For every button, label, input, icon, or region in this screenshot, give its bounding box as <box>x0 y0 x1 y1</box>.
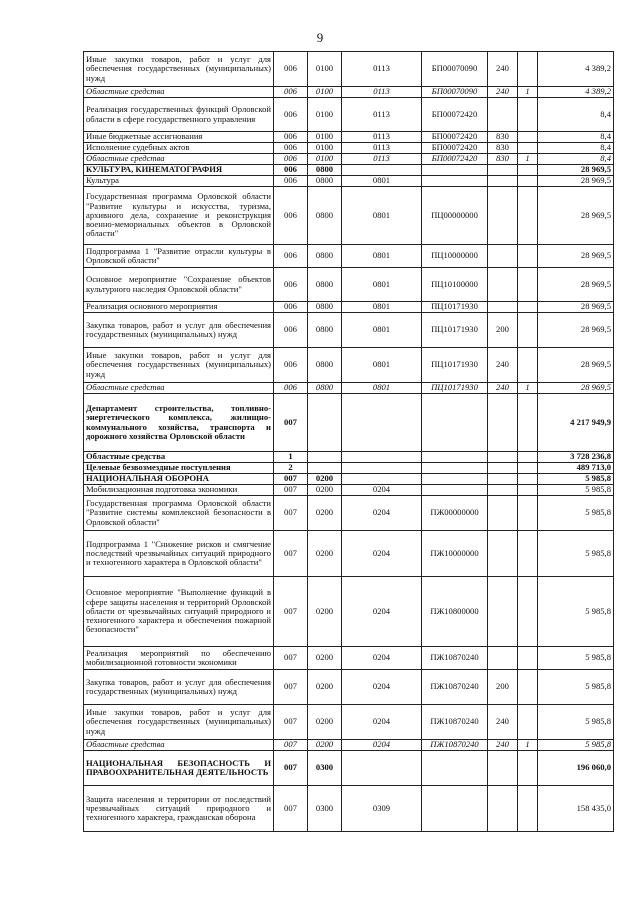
table-row <box>84 187 614 245</box>
ved-code: 007 <box>274 474 308 485</box>
expense-type-code: 240 <box>488 87 518 98</box>
table-row <box>84 474 614 485</box>
ved-code: 006 <box>274 176 308 187</box>
amount: 5 985,8 <box>538 647 614 670</box>
row-name: Государственная программа Орловской области "Развитие культуры и искусства, туризма, архивного дела, сохранение и реконструкция военно-мемориальных объектов в Орловской области" <box>84 187 274 245</box>
ved-code: 006 <box>274 52 308 87</box>
amount: 5 985,8 <box>538 531 614 577</box>
ved-code: 007 <box>274 531 308 577</box>
target-article-code <box>422 176 488 187</box>
subsection-code: 0204 <box>342 496 422 531</box>
section-code: 0800 <box>308 313 342 348</box>
row-name: Исполнение судебных актов <box>84 143 274 154</box>
ved-code: 006 <box>274 245 308 268</box>
funding-source-code <box>518 394 538 452</box>
row-name: КУЛЬТУРА, КИНЕМАТОГРАФИЯ <box>84 165 274 176</box>
expense-type-code: 240 <box>488 52 518 87</box>
target-article-code: ПЖ10870240 <box>422 740 488 751</box>
ved-code: 006 <box>274 302 308 313</box>
ved-code: 006 <box>274 187 308 245</box>
row-name: Областные средства <box>84 740 274 751</box>
subsection-code <box>342 452 422 463</box>
expense-type-code <box>488 187 518 245</box>
ved-code: 007 <box>274 740 308 751</box>
expense-type-code <box>488 176 518 187</box>
table-row <box>84 705 614 740</box>
amount: 8,4 <box>538 154 614 165</box>
subsection-code: 0309 <box>342 786 422 832</box>
row-name: Закупка товаров, работ и услуг для обеспечения государственных (муниципальных) нужд <box>84 313 274 348</box>
row-name: Защита населения и территории от последствий чрезвычайных ситуаций природного и техногенного характера, гражданская оборона <box>84 786 274 832</box>
section-code: 0800 <box>308 383 342 394</box>
expense-type-code: 830 <box>488 143 518 154</box>
amount: 28 969,5 <box>538 302 614 313</box>
amount: 28 969,5 <box>538 348 614 383</box>
row-name: Реализация мероприятий по обеспечению мобилизационной готовности экономики <box>84 647 274 670</box>
table-row <box>84 751 614 786</box>
section-code: 0200 <box>308 740 342 751</box>
amount: 5 985,8 <box>538 705 614 740</box>
row-name: Основное мероприятие "Сохранение объектов культурного наследия Орловской области" <box>84 268 274 302</box>
amount: 8,4 <box>538 98 614 132</box>
subsection-code <box>342 394 422 452</box>
funding-source-code: 1 <box>518 740 538 751</box>
row-name: Основное мероприятие "Выполнение функций в сфере защиты населения и территорий Орловской области от чрезвычайных ситуаций природного и техногенного характера и обеспечения пожарной безопасности" <box>84 577 274 647</box>
amount: 4 389,2 <box>538 87 614 98</box>
target-article-code <box>422 474 488 485</box>
ved-code: 007 <box>274 485 308 496</box>
target-article-code: ПЖ10870240 <box>422 647 488 670</box>
funding-source-code <box>518 463 538 474</box>
amount: 5 985,8 <box>538 740 614 751</box>
funding-source-code: 1 <box>518 154 538 165</box>
expense-type-code <box>488 647 518 670</box>
section-code: 0100 <box>308 87 342 98</box>
funding-source-code <box>518 577 538 647</box>
funding-source-code <box>518 647 538 670</box>
funding-source-code <box>518 705 538 740</box>
subsection-code: 0113 <box>342 52 422 87</box>
funding-source-code <box>518 302 538 313</box>
subsection-code: 0801 <box>342 313 422 348</box>
amount: 28 969,5 <box>538 187 614 245</box>
table-row <box>84 394 614 452</box>
subsection-code: 0204 <box>342 531 422 577</box>
subsection-code: 0113 <box>342 132 422 143</box>
expense-type-code: 200 <box>488 313 518 348</box>
amount: 28 969,5 <box>538 245 614 268</box>
subsection-code: 0204 <box>342 647 422 670</box>
subsection-code <box>342 474 422 485</box>
ved-code: 007 <box>274 670 308 705</box>
section-code: 0200 <box>308 577 342 647</box>
amount: 4 217 949,9 <box>538 394 614 452</box>
section-code: 0200 <box>308 496 342 531</box>
subsection-code: 0204 <box>342 485 422 496</box>
table-row <box>84 348 614 383</box>
target-article-code <box>422 165 488 176</box>
table-row <box>84 670 614 705</box>
target-article-code <box>422 751 488 786</box>
amount: 8,4 <box>538 132 614 143</box>
table-row <box>84 87 614 98</box>
target-article-code: ПЖ00000000 <box>422 496 488 531</box>
section-code: 0300 <box>308 751 342 786</box>
subsection-code: 0801 <box>342 383 422 394</box>
expense-type-code <box>488 531 518 577</box>
ved-code: 006 <box>274 165 308 176</box>
section-code: 0800 <box>308 165 342 176</box>
target-article-code: ПЦ10171930 <box>422 302 488 313</box>
table-row <box>84 485 614 496</box>
expense-type-code <box>488 474 518 485</box>
row-name: Реализация основного мероприятия <box>84 302 274 313</box>
section-code: 0800 <box>308 176 342 187</box>
subsection-code: 0204 <box>342 670 422 705</box>
subsection-code: 0113 <box>342 98 422 132</box>
section-code: 0200 <box>308 705 342 740</box>
amount: 196 060,0 <box>538 751 614 786</box>
target-article-code: ПЖ10800000 <box>422 577 488 647</box>
ved-code: 007 <box>274 394 308 452</box>
amount: 5 985,8 <box>538 485 614 496</box>
ved-code: 006 <box>274 98 308 132</box>
table-row <box>84 786 614 832</box>
ved-code: 006 <box>274 383 308 394</box>
section-code: 0200 <box>308 647 342 670</box>
target-article-code: ПЖ10870240 <box>422 670 488 705</box>
ved-code: 006 <box>274 268 308 302</box>
amount: 4 389,2 <box>538 52 614 87</box>
funding-source-code <box>518 245 538 268</box>
expense-type-code <box>488 751 518 786</box>
expense-type-code: 200 <box>488 670 518 705</box>
section-code: 0800 <box>308 302 342 313</box>
table-row <box>84 496 614 531</box>
ved-code: 006 <box>274 87 308 98</box>
amount: 28 969,5 <box>538 165 614 176</box>
funding-source-code <box>518 187 538 245</box>
section-code: 0200 <box>308 670 342 705</box>
funding-source-code <box>518 474 538 485</box>
expense-type-code <box>488 463 518 474</box>
table-row <box>84 531 614 577</box>
expense-type-code <box>488 394 518 452</box>
page-number: 9 <box>316 30 324 45</box>
subsection-code: 0801 <box>342 187 422 245</box>
amount: 5 985,8 <box>538 670 614 705</box>
table-row <box>84 143 614 154</box>
section-code: 0800 <box>308 348 342 383</box>
ved-code: 007 <box>274 647 308 670</box>
row-name: НАЦИОНАЛЬНАЯ ОБОРОНА <box>84 474 274 485</box>
funding-source-code <box>518 531 538 577</box>
section-code: 0800 <box>308 268 342 302</box>
expense-type-code <box>488 485 518 496</box>
funding-source-code <box>518 132 538 143</box>
ved-code: 007 <box>274 496 308 531</box>
target-article-code: ПЦ00000000 <box>422 187 488 245</box>
row-name: Областные средства <box>84 383 274 394</box>
expense-type-code <box>488 302 518 313</box>
ved-code: 006 <box>274 154 308 165</box>
amount: 158 435,0 <box>538 786 614 832</box>
target-article-code: ПЦ10000000 <box>422 245 488 268</box>
row-name: Закупка товаров, работ и услуг для обеспечения государственных (муниципальных) нужд <box>84 670 274 705</box>
ved-code: 007 <box>274 786 308 832</box>
table-row <box>84 176 614 187</box>
section-code <box>308 394 342 452</box>
expense-type-code <box>488 577 518 647</box>
target-article-code: БП00072420 <box>422 132 488 143</box>
expense-type-code: 240 <box>488 705 518 740</box>
amount: 489 713,0 <box>538 463 614 474</box>
subsection-code <box>342 165 422 176</box>
amount: 5 985,8 <box>538 474 614 485</box>
ved-code: 006 <box>274 313 308 348</box>
section-code: 0100 <box>308 98 342 132</box>
target-article-code <box>422 786 488 832</box>
expense-type-code: 240 <box>488 740 518 751</box>
row-name: Областные средства <box>84 87 274 98</box>
row-name: Реализация государственных функций Орловской области в сфере государственного управления <box>84 98 274 132</box>
funding-source-code <box>518 786 538 832</box>
row-name: Подпрограмма 1 "Развитие отрасли культуры в Орловской области" <box>84 245 274 268</box>
target-article-code <box>422 485 488 496</box>
expense-type-code: 240 <box>488 383 518 394</box>
funding-source-code <box>518 98 538 132</box>
subsection-code: 0204 <box>342 577 422 647</box>
table-row <box>84 740 614 751</box>
target-article-code: ПЖ10000000 <box>422 531 488 577</box>
row-name: НАЦИОНАЛЬНАЯ БЕЗОПАСНОСТЬ И ПРАВООХРАНИТЕЛЬНАЯ ДЕЯТЕЛЬНОСТЬ <box>84 751 274 786</box>
funding-source-code <box>518 313 538 348</box>
funding-source-code <box>518 670 538 705</box>
funding-source-code: 1 <box>518 383 538 394</box>
row-name: Департамент строительства, топливно-энергетического комплекса, жилищно-коммунального хозяйства, транспорта и дорожного хозяйства Орловской области <box>84 394 274 452</box>
subsection-code: 0801 <box>342 348 422 383</box>
target-article-code: ПЦ10100000 <box>422 268 488 302</box>
row-name: Областные средства <box>84 154 274 165</box>
funding-source-code <box>518 52 538 87</box>
expense-type-code <box>488 268 518 302</box>
target-article-code: ПЦ10171930 <box>422 348 488 383</box>
expense-type-code <box>488 245 518 268</box>
amount: 28 969,5 <box>538 176 614 187</box>
row-name: Иные закупки товаров, работ и услуг для обеспечения государственных (муниципальных) нужд <box>84 52 274 87</box>
section-code: 0800 <box>308 187 342 245</box>
table-row <box>84 98 614 132</box>
section-code <box>308 463 342 474</box>
section-code: 0200 <box>308 485 342 496</box>
amount: 28 969,5 <box>538 383 614 394</box>
target-article-code: БП00070090 <box>422 52 488 87</box>
funding-source-code <box>518 268 538 302</box>
row-name: Иные закупки товаров, работ и услуг для обеспечения государственных (муниципальных) нужд <box>84 705 274 740</box>
amount: 3 728 236,8 <box>538 452 614 463</box>
section-code: 0100 <box>308 132 342 143</box>
subsection-code: 0113 <box>342 154 422 165</box>
section-code: 0100 <box>308 154 342 165</box>
section-code: 0800 <box>308 245 342 268</box>
ved-code: 1 <box>274 452 308 463</box>
funding-source-code <box>518 485 538 496</box>
subsection-code: 0204 <box>342 705 422 740</box>
funding-source-code <box>518 143 538 154</box>
expense-type-code: 830 <box>488 132 518 143</box>
table-row <box>84 154 614 165</box>
amount: 28 969,5 <box>538 313 614 348</box>
table-row <box>84 463 614 474</box>
ved-code: 2 <box>274 463 308 474</box>
section-code <box>308 452 342 463</box>
ved-code: 007 <box>274 705 308 740</box>
ved-code: 006 <box>274 132 308 143</box>
amount: 5 985,8 <box>538 496 614 531</box>
funding-source-code <box>518 496 538 531</box>
ved-code: 006 <box>274 348 308 383</box>
row-name: Государственная программа Орловской области "Развитие системы комплексной безопасности в Орловской области" <box>84 496 274 531</box>
subsection-code: 0801 <box>342 268 422 302</box>
table-row <box>84 383 614 394</box>
table-row <box>84 52 614 87</box>
target-article-code: БП00072420 <box>422 98 488 132</box>
table-row <box>84 245 614 268</box>
table-row <box>84 132 614 143</box>
table-row <box>84 647 614 670</box>
budget-table <box>83 51 614 832</box>
subsection-code <box>342 751 422 786</box>
section-code: 0200 <box>308 531 342 577</box>
ved-code: 007 <box>274 577 308 647</box>
amount: 5 985,8 <box>538 577 614 647</box>
table-row <box>84 577 614 647</box>
funding-source-code <box>518 452 538 463</box>
section-code: 0300 <box>308 786 342 832</box>
target-article-code <box>422 394 488 452</box>
section-code: 0100 <box>308 52 342 87</box>
row-name: Иные закупки товаров, работ и услуг для обеспечения государственных (муниципальных) нужд <box>84 348 274 383</box>
table-row <box>84 165 614 176</box>
section-code: 0100 <box>308 143 342 154</box>
expense-type-code: 830 <box>488 154 518 165</box>
target-article-code: БП00072420 <box>422 154 488 165</box>
expense-type-code <box>488 786 518 832</box>
expense-type-code <box>488 98 518 132</box>
table-row <box>84 313 614 348</box>
ved-code: 006 <box>274 143 308 154</box>
expense-type-code <box>488 496 518 531</box>
expense-type-code <box>488 452 518 463</box>
subsection-code: 0204 <box>342 740 422 751</box>
ved-code: 007 <box>274 751 308 786</box>
funding-source-code <box>518 176 538 187</box>
row-name: Культура <box>84 176 274 187</box>
funding-source-code <box>518 348 538 383</box>
target-article-code <box>422 452 488 463</box>
row-name: Иные бюджетные ассигнования <box>84 132 274 143</box>
table-row <box>84 302 614 313</box>
row-name: Подпрограмма 1 "Снижение рисков и смягчение последствий чрезвычайных ситуаций природного и техногенного характера в Орловской области" <box>84 531 274 577</box>
subsection-code <box>342 463 422 474</box>
subsection-code: 0801 <box>342 245 422 268</box>
funding-source-code <box>518 165 538 176</box>
target-article-code: ПЖ10870240 <box>422 705 488 740</box>
funding-source-code: 1 <box>518 87 538 98</box>
row-name: Областные средства <box>84 452 274 463</box>
table-row <box>84 268 614 302</box>
target-article-code: ПЦ10171930 <box>422 383 488 394</box>
table-row <box>84 452 614 463</box>
row-name: Мобилизационная подготовка экономики <box>84 485 274 496</box>
section-code: 0200 <box>308 474 342 485</box>
target-article-code: БП00070090 <box>422 87 488 98</box>
amount: 8,4 <box>538 143 614 154</box>
expense-type-code <box>488 165 518 176</box>
target-article-code <box>422 463 488 474</box>
subsection-code: 0801 <box>342 302 422 313</box>
subsection-code: 0113 <box>342 87 422 98</box>
row-name: Целевые безвозмездные поступления <box>84 463 274 474</box>
funding-source-code <box>518 751 538 786</box>
target-article-code: БП00072420 <box>422 143 488 154</box>
target-article-code: ПЦ10171930 <box>422 313 488 348</box>
subsection-code: 0801 <box>342 176 422 187</box>
expense-type-code: 240 <box>488 348 518 383</box>
amount: 28 969,5 <box>538 268 614 302</box>
subsection-code: 0113 <box>342 143 422 154</box>
